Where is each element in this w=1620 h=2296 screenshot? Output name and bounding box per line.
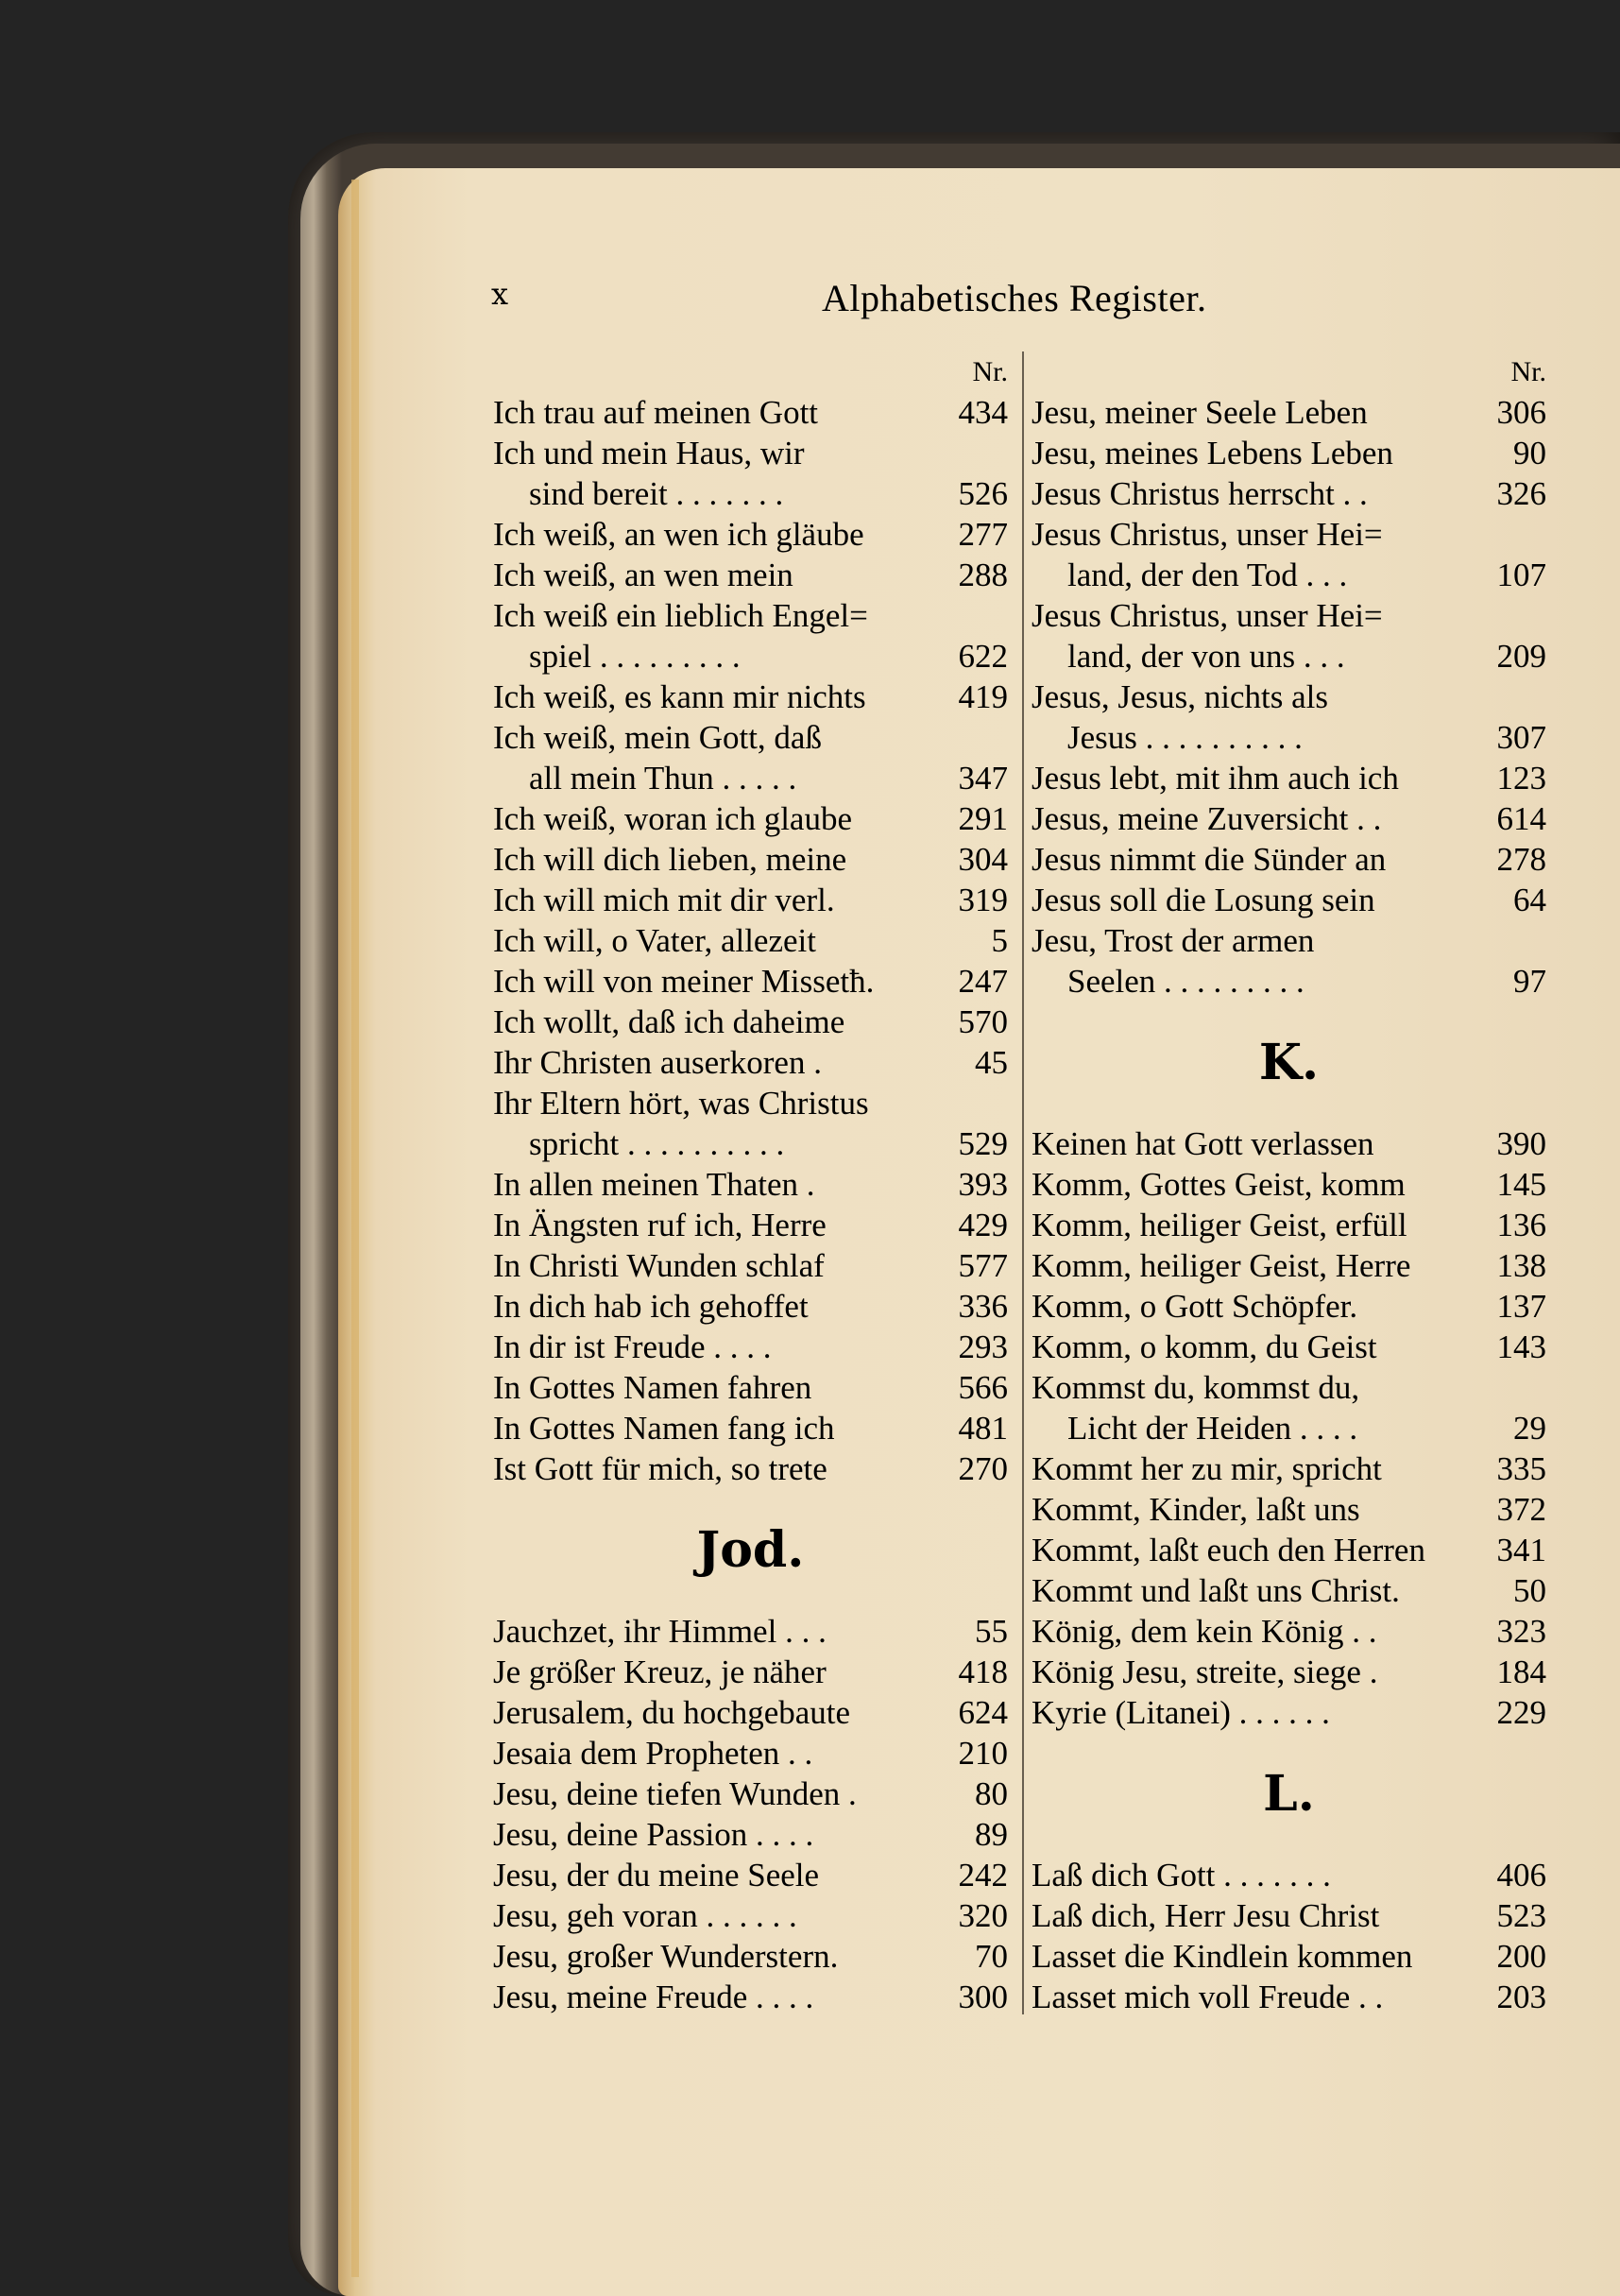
hymn-number: 97: [1513, 963, 1546, 1000]
index-entry: [1032, 1489, 1546, 1530]
hymn-number: 418: [958, 1653, 1008, 1690]
hymn-number: 523: [1496, 1897, 1546, 1934]
page-number: x: [491, 276, 510, 312]
index-entry: [1032, 1164, 1546, 1205]
hymn-number: 123: [1496, 760, 1546, 797]
hymn-number: 429: [958, 1207, 1008, 1243]
hymn-title: Jesu, meines Lebens Leben: [1032, 435, 1393, 471]
hymn-title: Ist Gott für mich, so trete: [493, 1450, 827, 1487]
hymn-title: land, der den Tod . . .: [1067, 557, 1348, 593]
hymn-title: Je größer Kreuz, je näher: [493, 1653, 827, 1690]
hymn-title: Ich weiß ein lieblich Engel=: [493, 597, 868, 634]
index-entry: [1032, 1327, 1546, 1367]
hymn-title: Jesus Christus, unser Hei=: [1032, 597, 1383, 634]
index-entry: [1032, 1652, 1546, 1692]
index-entry: [493, 1205, 1008, 1245]
index-entry-continuation: [1032, 636, 1546, 677]
hymn-number: 347: [958, 760, 1008, 797]
hymn-title: Jesu, deine Passion . . . .: [493, 1816, 814, 1853]
index-entry: [493, 1855, 1008, 1895]
hymn-title: Jesu, meiner Seele Leben: [1032, 394, 1368, 431]
column-divider: [1022, 351, 1024, 2014]
index-entry: [493, 433, 1008, 473]
hymn-number: 247: [958, 963, 1008, 1000]
page-gutter: [351, 180, 359, 2277]
index-entry: [1032, 1448, 1546, 1489]
hymn-number: 570: [958, 1003, 1008, 1040]
hymn-title: Jesus soll die Losung sein: [1032, 882, 1375, 918]
hymn-title: Ich weiß, es kann mir nichts: [493, 678, 866, 715]
hymn-number: 80: [975, 1775, 1008, 1812]
hymn-number: 319: [958, 882, 1008, 918]
index-entry: [1032, 798, 1546, 839]
index-entry: [1032, 677, 1546, 717]
hymn-title: König, dem kein König . .: [1032, 1613, 1377, 1650]
hymn-number: 270: [958, 1450, 1008, 1487]
index-entry: [1032, 758, 1546, 798]
section-heading: K.: [1258, 1034, 1320, 1091]
index-entry: [493, 717, 1008, 758]
hymn-title: Jauchzet, ihr Himmel . . .: [493, 1613, 827, 1650]
index-entry: [1032, 1530, 1546, 1570]
hymn-title: all mein Thun . . . . .: [529, 760, 797, 797]
hymn-number: 335: [1496, 1450, 1546, 1487]
index-entry: [493, 1327, 1008, 1367]
hymn-number: 137: [1496, 1288, 1546, 1325]
hymn-title: Ich weiß, an wen ich gläube: [493, 516, 864, 553]
hymn-title: Ich weiß, an wen mein: [493, 557, 793, 593]
index-entry: [493, 1002, 1008, 1042]
column-header: Nr.: [1510, 356, 1546, 387]
hymn-title: Jesu, meine Freude . . . .: [493, 1979, 814, 2015]
hymn-title: In allen meinen Thaten .: [493, 1166, 815, 1203]
hymn-number: 89: [975, 1816, 1008, 1853]
index-entry: [493, 392, 1008, 433]
index-entry-continuation: [493, 1123, 1008, 1164]
hymn-number: 291: [958, 800, 1008, 837]
hymn-title: Kyrie (Litanei) . . . . . .: [1032, 1694, 1330, 1731]
hymn-number: 277: [958, 516, 1008, 553]
index-entry: [1032, 839, 1546, 880]
index-entry: [493, 798, 1008, 839]
index-entry: [1032, 920, 1546, 961]
section-heading: Jod.: [696, 1521, 805, 1579]
hymn-title: Jesus lebt, mit ihm auch ich: [1032, 760, 1399, 797]
index-entry: [493, 1083, 1008, 1123]
hymn-number: 184: [1496, 1653, 1546, 1690]
index-entry: [493, 1286, 1008, 1327]
index-entry: [493, 1652, 1008, 1692]
hymn-title: Jesus . . . . . . . . . .: [1067, 719, 1303, 756]
hymn-title: Jesus, meine Zuversicht . .: [1032, 800, 1382, 837]
hymn-title: Lasset die Kindlein kommen: [1032, 1938, 1413, 1975]
hymn-title: Jesaia dem Propheten . .: [493, 1735, 813, 1772]
hymn-title: Jesus, Jesus, nichts als: [1032, 678, 1329, 715]
hymn-title: Jerusalem, du hochgebaute: [493, 1694, 851, 1731]
section-heading: L.: [1263, 1765, 1315, 1823]
hymn-number: 304: [958, 841, 1008, 878]
hymn-title: Ich wollt, daß ich daheime: [493, 1003, 845, 1040]
hymn-number: 209: [1496, 638, 1546, 675]
index-entry: [493, 1164, 1008, 1205]
hymn-number: 393: [958, 1166, 1008, 1203]
index-entry: [1032, 1855, 1546, 1895]
index-entry: [493, 880, 1008, 920]
hymn-number: 64: [1513, 882, 1546, 918]
hymn-number: 622: [958, 638, 1008, 675]
hymn-number: 320: [958, 1897, 1008, 1934]
index-entry: [1032, 1245, 1546, 1286]
hymn-title: In Gottes Namen fahren: [493, 1369, 812, 1406]
hymn-number: 577: [958, 1247, 1008, 1284]
hymn-title: Jesus nimmt die Sünder an: [1032, 841, 1387, 878]
index-entry: [493, 1692, 1008, 1733]
index-entry: [493, 1408, 1008, 1448]
index-entry-continuation: [493, 636, 1008, 677]
index-entry: [493, 514, 1008, 555]
index-entry: [493, 1936, 1008, 1977]
index-entry: [493, 1814, 1008, 1855]
index-entry: [1032, 473, 1546, 514]
index-entry: [493, 920, 1008, 961]
hymn-number: 307: [1496, 719, 1546, 756]
index-entry: [1032, 1205, 1546, 1245]
hymn-title: In Christi Wunden schlaf: [493, 1247, 825, 1284]
index-entry: [1032, 1367, 1546, 1408]
hymn-number: 481: [958, 1410, 1008, 1447]
hymn-title: Laß dich Gott . . . . . . .: [1032, 1857, 1331, 1893]
hymn-title: Kommst du, kommst du,: [1032, 1369, 1360, 1406]
hymn-title: Komm, heiliger Geist, Herre: [1032, 1247, 1411, 1284]
index-entry: [493, 1611, 1008, 1652]
hymn-number: 434: [958, 394, 1008, 431]
hymn-number: 107: [1496, 557, 1546, 593]
hymn-title: In dich hab ich gehoffet: [493, 1288, 809, 1325]
hymn-title: Jesu, geh voran . . . . . .: [493, 1897, 797, 1934]
index-column-right: [1032, 351, 1546, 2017]
index-entry: [1032, 1611, 1546, 1652]
hymn-number: 5: [991, 922, 1008, 959]
hymn-number: 300: [958, 1979, 1008, 2015]
hymn-number: 306: [1496, 394, 1546, 431]
hymn-number: 70: [975, 1938, 1008, 1975]
hymn-title: In Gottes Namen fang ich: [493, 1410, 835, 1447]
index-entry: [493, 1977, 1008, 2017]
hymn-title: spiel . . . . . . . . .: [529, 638, 741, 675]
index-entry: [493, 1367, 1008, 1408]
index-entry-continuation: [493, 473, 1008, 514]
index-entry: [493, 677, 1008, 717]
hymn-number: 138: [1496, 1247, 1546, 1284]
hymn-number: 624: [958, 1694, 1008, 1731]
index-column-left: [493, 351, 1008, 2017]
hymn-title: sind bereit . . . . . . .: [529, 475, 784, 512]
index-entry: [493, 1042, 1008, 1083]
index-entry-continuation: [493, 758, 1008, 798]
hymn-title: Kommt, Kinder, laßt uns: [1032, 1491, 1360, 1528]
hymn-number: 143: [1496, 1328, 1546, 1365]
hymn-number: 203: [1496, 1979, 1546, 2015]
hymn-number: 50: [1513, 1572, 1546, 1609]
index-entry: [1032, 1936, 1546, 1977]
hymn-title: Jesus Christus, unser Hei=: [1032, 516, 1383, 553]
hymn-number: 526: [958, 475, 1008, 512]
index-entry: [1032, 514, 1546, 555]
hymn-number: 145: [1496, 1166, 1546, 1203]
hymn-number: 293: [958, 1328, 1008, 1365]
index-entry: [1032, 1692, 1546, 1733]
hymn-number: 372: [1496, 1491, 1546, 1528]
hymn-title: König Jesu, streite, siege .: [1032, 1653, 1378, 1690]
index-entry-continuation: [1032, 961, 1546, 1002]
hymn-number: 326: [1496, 475, 1546, 512]
hymn-title: Komm, o Gott Schöpfer.: [1032, 1288, 1358, 1325]
index-entry: [493, 1773, 1008, 1814]
hymn-title: In Ängsten ruf ich, Herre: [493, 1207, 827, 1243]
hymn-title: Keinen hat Gott verlassen: [1032, 1125, 1374, 1162]
hymn-title: Komm, Gottes Geist, komm: [1032, 1166, 1406, 1203]
index-entry: [1032, 1123, 1546, 1164]
index-entry: [1032, 392, 1546, 433]
index-entry-continuation: [1032, 1408, 1546, 1448]
hymn-title: Ihr Eltern hört, was Christus: [493, 1085, 869, 1122]
index-entry: [493, 839, 1008, 880]
hymn-title: Jesu, deine tiefen Wunden .: [493, 1775, 857, 1812]
hymn-title: land, der von uns . . .: [1067, 638, 1345, 675]
hymn-number: 242: [958, 1857, 1008, 1893]
hymn-number: 529: [958, 1125, 1008, 1162]
index-entry: [493, 1733, 1008, 1773]
hymn-number: 406: [1496, 1857, 1546, 1893]
hymn-number: 323: [1496, 1613, 1546, 1650]
hymn-number: 278: [1496, 841, 1546, 878]
hymn-title: Jesu, der du meine Seele: [493, 1857, 820, 1893]
hymn-title: Seelen . . . . . . . . .: [1067, 963, 1305, 1000]
column-header: Nr.: [972, 356, 1008, 387]
hymn-number: 90: [1513, 435, 1546, 471]
hymn-title: Laß dich, Herr Jesu Christ: [1032, 1897, 1380, 1934]
hymn-number: 200: [1496, 1938, 1546, 1975]
index-entry: [1032, 1895, 1546, 1936]
hymn-number: 566: [958, 1369, 1008, 1406]
hymn-title: Lasset mich voll Freude . .: [1032, 1979, 1384, 2015]
index-entry: [1032, 595, 1546, 636]
index-entry-continuation: [1032, 717, 1546, 758]
hymn-title: Ich und mein Haus, wir: [493, 435, 805, 471]
hymn-number: 614: [1496, 800, 1546, 837]
hymn-title: Jesu, großer Wunderstern.: [493, 1938, 839, 1975]
hymn-title: Kommt her zu mir, spricht: [1032, 1450, 1382, 1487]
index-entry-continuation: [1032, 555, 1546, 595]
hymn-number: 341: [1496, 1532, 1546, 1568]
index-entry: [493, 961, 1008, 1002]
hymn-title: Ich will mich mit dir verl.: [493, 882, 835, 918]
hymn-title: Jesu, Trost der armen: [1032, 922, 1315, 959]
index-entry: [1032, 1570, 1546, 1611]
hymn-number: 229: [1496, 1694, 1546, 1731]
hymn-title: Ich trau auf meinen Gott: [493, 394, 819, 431]
index-entry: [493, 1448, 1008, 1489]
index-entry: [1032, 433, 1546, 473]
index-entry: [1032, 1286, 1546, 1327]
hymn-title: Komm, o komm, du Geist: [1032, 1328, 1377, 1365]
hymn-title: Ich will von meiner Missetħ.: [493, 963, 875, 1000]
hymn-number: 55: [975, 1613, 1008, 1650]
hymn-title: Kommt, laßt euch den Herren: [1032, 1532, 1425, 1568]
hymn-title: Ich will, o Vater, allezeit: [493, 922, 816, 959]
hymn-number: 390: [1496, 1125, 1546, 1162]
index-entry: [1032, 880, 1546, 920]
index-entry: [493, 1895, 1008, 1936]
running-title: Alphabetisches Register.: [822, 277, 1207, 319]
index-entry: [1032, 1977, 1546, 2017]
hymn-title: Licht der Heiden . . . .: [1067, 1410, 1358, 1447]
hymn-number: 45: [975, 1044, 1008, 1081]
hymn-title: Kommt und laßt uns Christ.: [1032, 1572, 1400, 1609]
index-entry: [493, 595, 1008, 636]
hymn-number: 336: [958, 1288, 1008, 1325]
hymn-title: In dir ist Freude . . . .: [493, 1328, 772, 1365]
hymn-number: 29: [1513, 1410, 1546, 1447]
hymn-number: 210: [958, 1735, 1008, 1772]
hymn-title: Ich will dich lieben, meine: [493, 841, 847, 878]
hymn-title: spricht . . . . . . . . . .: [529, 1125, 785, 1162]
hymn-title: Komm, heiliger Geist, erfüll: [1032, 1207, 1407, 1243]
hymn-title: Jesus Christus herrscht . .: [1032, 475, 1368, 512]
hymn-number: 136: [1496, 1207, 1546, 1243]
index-entry: [493, 1245, 1008, 1286]
hymn-title: Ihr Christen auserkoren .: [493, 1044, 822, 1081]
hymn-number: 288: [958, 557, 1008, 593]
hymn-title: Ich weiß, woran ich glaube: [493, 800, 852, 837]
index-entry: [493, 555, 1008, 595]
hymn-title: Ich weiß, mein Gott, daß: [493, 719, 822, 756]
hymn-number: 419: [958, 678, 1008, 715]
